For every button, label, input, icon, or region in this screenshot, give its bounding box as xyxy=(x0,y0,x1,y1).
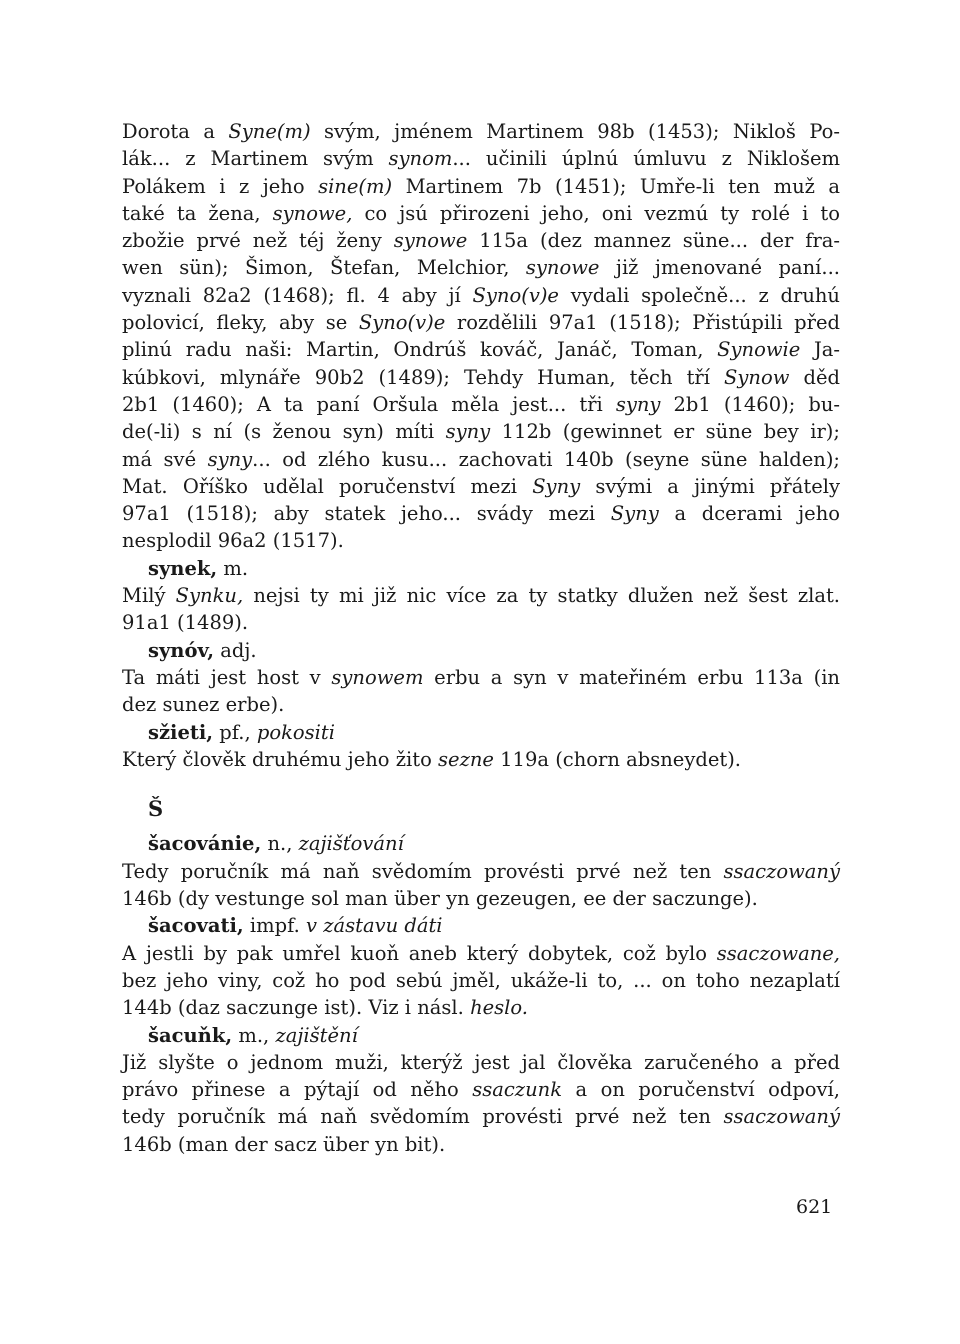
headword-synov: synóv, adj. xyxy=(148,638,257,662)
text-line: také ta žena, synowe, co jsú přirozeni jeho, oni vezmú ty rolé i to xyxy=(122,201,840,225)
text-line: nesplodil 96a2 (1517). xyxy=(122,529,344,553)
entry-sacunk xyxy=(122,1049,840,1158)
text-line: tedy poručník má naň svědomím provésti prvé než ten ssaczowaný xyxy=(122,1105,840,1129)
text-line: de(-li) s ní (s ženou syn) míti syny 112b (gewinnet er süne bey ir); xyxy=(122,420,840,444)
entry-synek xyxy=(122,582,840,637)
text-line: právo přinese a pýtají od něho ssaczunk a on poručenství odpoví, xyxy=(122,1078,840,1102)
text-line: 146b (man der sacz über yn bit). xyxy=(122,1132,446,1156)
entry-sacovati xyxy=(122,940,840,1022)
text-line: Mat. Oříško udělal poručenství mezi Syny svými a jinými přátely xyxy=(122,474,840,498)
text-line: Tedy poručník má naň svědomím provésti prvé než ten ssaczowaný xyxy=(122,859,840,883)
text-line: Který člověk druhému jeho žito sezne 119a (chorn absneydet). xyxy=(122,747,741,771)
headword-szieti: sžieti, pf., pokositi xyxy=(148,720,335,744)
text-line: 146b (dy vestunge sol man über yn gezeugen, ee der saczunge). xyxy=(122,887,758,911)
entry-sacovanie xyxy=(122,858,840,913)
headword-sacovanie: šacovánie, n., zajišťování xyxy=(148,832,404,856)
text-line: kúbkovi, mlynáře 90b2 (1489); Tehdy Human, těch tří Synow děd xyxy=(122,365,840,389)
text-line: má své syny... od zlého kusu... zachovati 140b (seyne süne halden); xyxy=(122,447,841,471)
text-line: 144b (daz saczunge ist). Viz i násl. heslo. xyxy=(122,996,529,1020)
text-line: Ta máti jest host v synowem erbu a syn v mateřiném erbu 113a (in xyxy=(122,665,840,689)
text-line: zbožie prvé než téj ženy synowe 115a (dez mannez süne... der fra- xyxy=(122,229,840,253)
headword-sacovati: šacovati, impf. v zástavu dáti xyxy=(148,914,443,938)
entry-continuation xyxy=(122,118,840,555)
text-line: Již slyšte o jednom muži, kterýž jest jal člověka zaručeného a před xyxy=(122,1050,840,1074)
text-line: 2b1 (1460); A ta paní Oršula měla jest... tři syny 2b1 (1460); bu- xyxy=(122,392,840,416)
entry-szieti xyxy=(122,746,840,773)
text-line: wen sün); Šimon, Štefan, Melchior, synowe již jmenované paní... xyxy=(122,256,840,280)
text-line: 97a1 (1518); aby statek jeho... svády mezi Syny a dcerami jeho xyxy=(122,502,840,526)
headword-sacunk: šacuňk, m., zajištění xyxy=(148,1023,358,1047)
text-line: polovicí, fleky, aby se Syno(v)e rozdělili 97a1 (1518); Přistúpili před xyxy=(122,311,840,335)
text-line: lák... z Martinem svým synom... učinili úplnú úmluvu z Niklošem xyxy=(122,147,840,171)
dictionary-page xyxy=(122,118,840,1158)
entry-synov xyxy=(122,664,840,719)
headword-synek: synek, m. xyxy=(148,556,249,580)
text-line: 91a1 (1489). xyxy=(122,611,249,635)
text-line: vyznali 82a2 (1468); fl. 4 aby jí Syno(v)e vydali společně... z druhú xyxy=(122,283,840,307)
text-line: Polákem i z jeho sine(m) Martinem 7b (1451); Umře-li ten muž a xyxy=(122,174,841,198)
text-line: bez jeho viny, což ho pod sebú jměl, ukáže-li to, ... on toho nezaplatí xyxy=(122,968,840,992)
page-number: 621 xyxy=(796,1196,833,1218)
text-line: A jestli by pak umřel kuoň aneb který dobytek, což bylo ssaczowane, xyxy=(122,941,840,965)
text-line: plinú radu naši: Martin, Ondrúš kováč, Janáč, Toman, Synowie Ja- xyxy=(122,338,841,362)
text-line: Dorota a Syne(m) svým, jménem Martinem 98b (1453); Nikloš Po- xyxy=(122,120,841,143)
text-line: Milý Synku, nejsi ty mi již nic více za ty statky dlužen než šest zlat. xyxy=(122,584,841,608)
section-letter: Š xyxy=(148,796,164,822)
text-line: dez sunez erbe). xyxy=(122,693,285,717)
